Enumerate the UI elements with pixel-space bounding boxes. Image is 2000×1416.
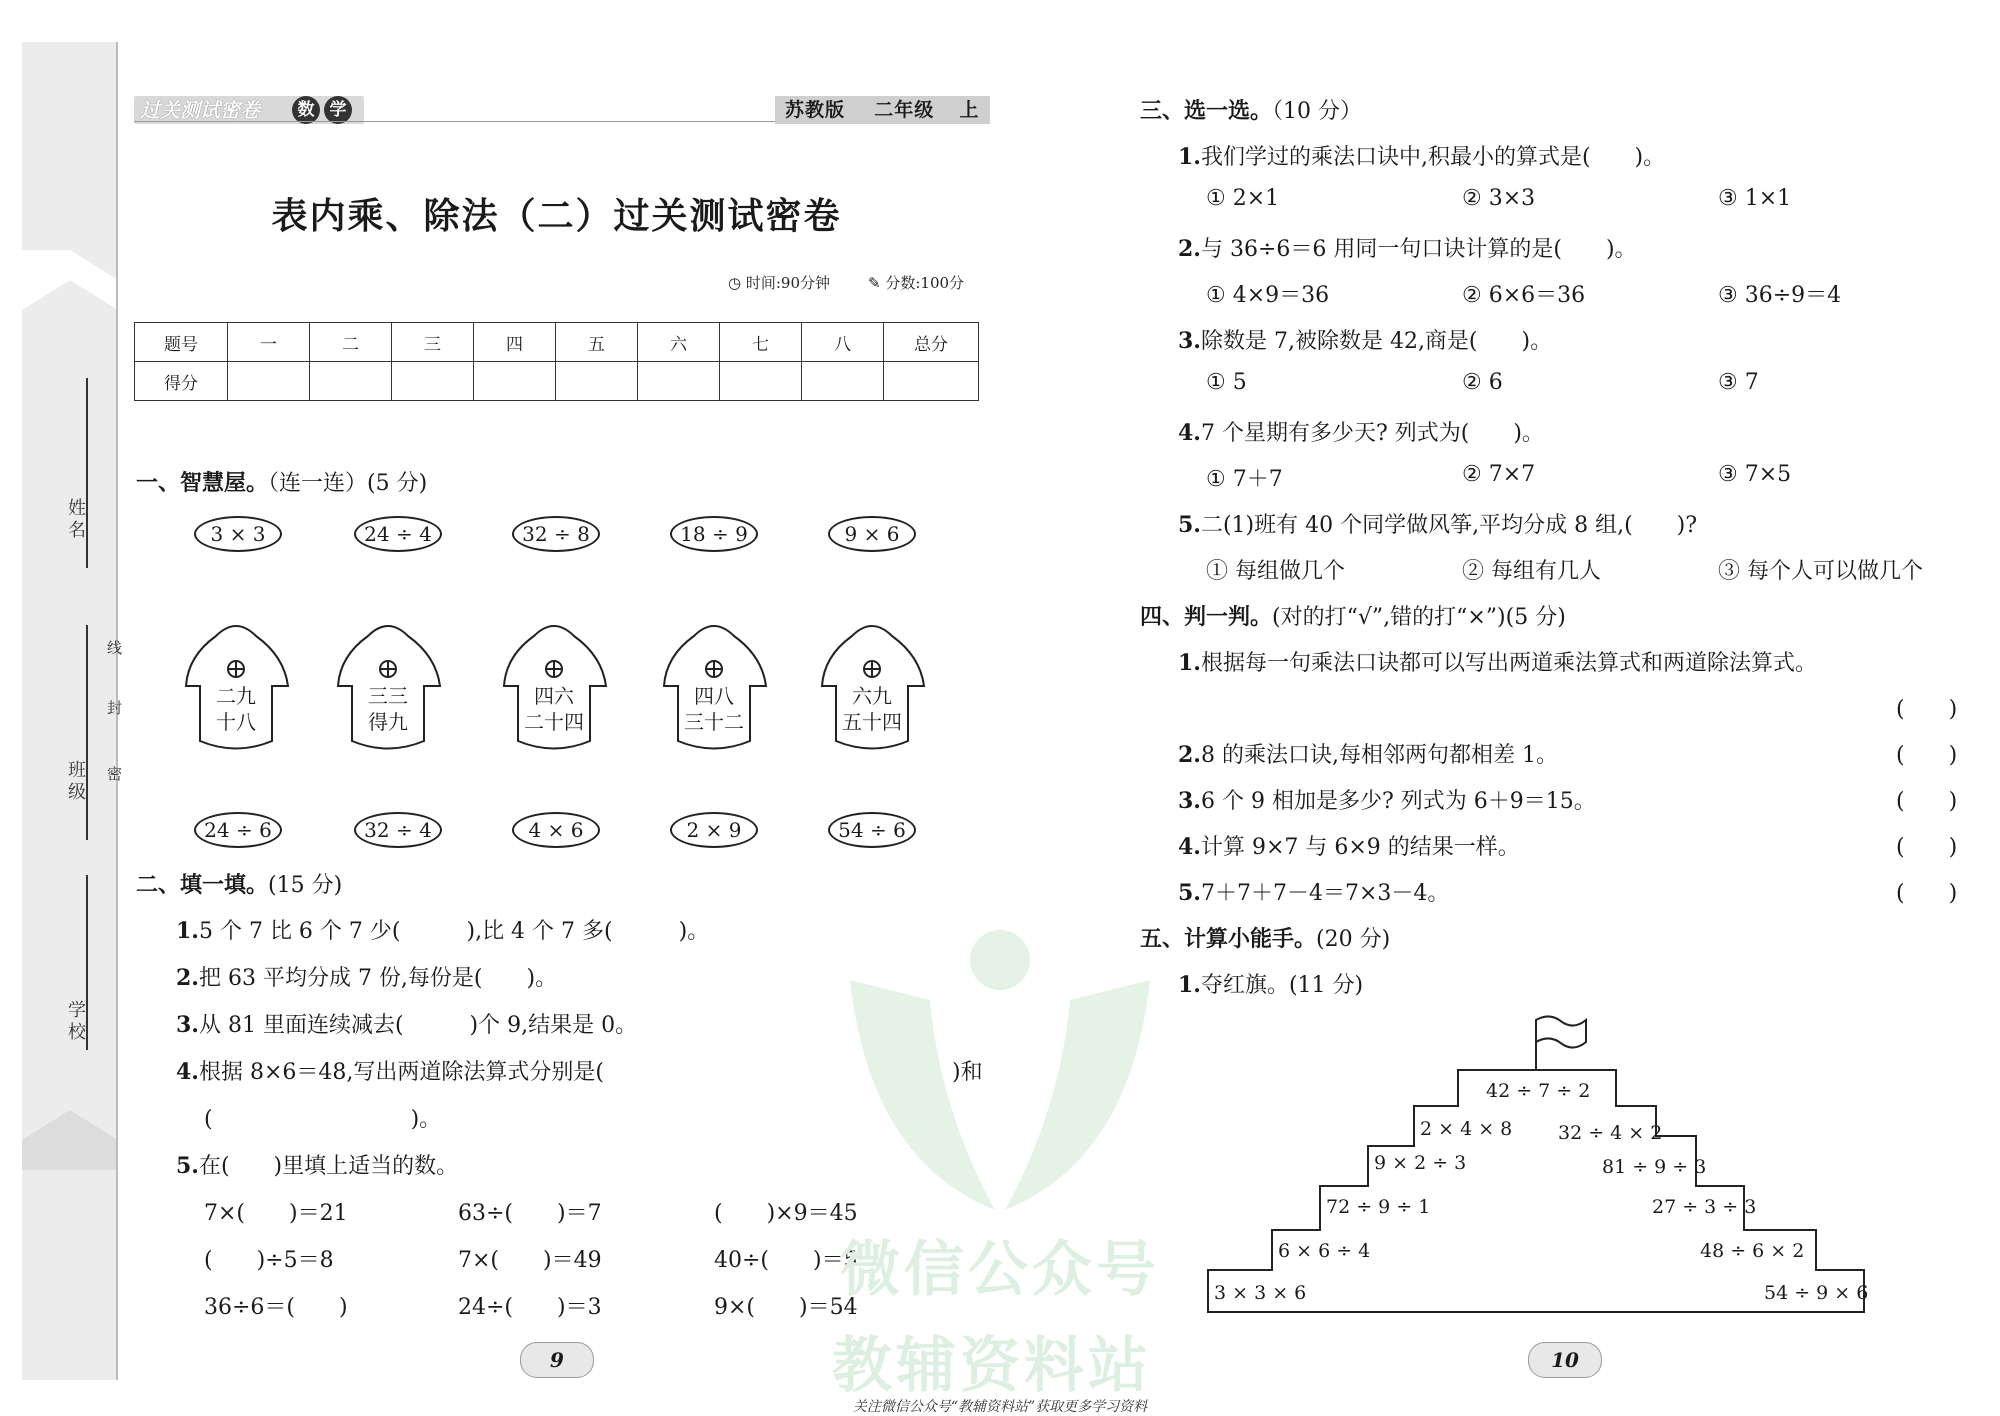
clock-icon: ◷ — [728, 274, 746, 292]
question-text: 7＋7＋7－4＝7×3－4。 — [1200, 881, 1450, 906]
calc-question-1 — [1178, 968, 1363, 999]
fill-blank-item[interactable]: ( )×9＝45 — [714, 1201, 858, 1226]
top-expression-oval[interactable]: 18 ÷ 9 — [670, 516, 758, 552]
fill-blank-item[interactable]: 7×( )＝21 — [204, 1201, 348, 1226]
score-cell[interactable] — [802, 362, 884, 401]
choice-question-4 — [1178, 416, 1544, 447]
staircase-diagram — [1200, 1010, 1880, 1320]
question-text: 6 个 9 相加是多少? 列式为 6＋9＝15。 — [1200, 789, 1596, 814]
question-number: 4. — [176, 1059, 199, 1085]
grade-text: 二年级 — [874, 99, 935, 121]
question-number: 3. — [1178, 328, 1201, 354]
choice-question-2 — [1178, 232, 1637, 263]
question-text: 8 的乘法口诀,每相邻两句都相差 1。 — [1200, 743, 1558, 768]
fill-blank-item[interactable]: 24÷( )＝3 — [458, 1295, 602, 1320]
stair-expression-top[interactable]: 42 ÷ 7 ÷ 2 — [1486, 1080, 1591, 1102]
rhyme-house[interactable] — [494, 616, 614, 766]
judge-question-5 — [1178, 876, 1449, 907]
question-text: 在( )里填上适当的数。 — [198, 1154, 459, 1179]
choice-option[interactable]: ② 6×6＝36 — [1462, 283, 1586, 308]
question-number: 1. — [1178, 144, 1201, 170]
choice-question-5 — [1178, 508, 1697, 539]
page-title: 表内乘、除法（二）过关测试密卷 — [271, 195, 842, 237]
house-line-2: 二十四 — [524, 710, 584, 734]
stair-expression-right[interactable]: 32 ÷ 4 × 2 — [1558, 1122, 1663, 1144]
house-line-1: 六九 — [852, 684, 892, 708]
fill-blank-item[interactable]: 36÷6＝( ) — [204, 1295, 348, 1320]
bottom-expression-oval[interactable]: 4 × 6 — [512, 812, 600, 848]
judge-question-3 — [1178, 784, 1596, 815]
class-line — [86, 625, 88, 840]
section-4-heading — [1140, 600, 1566, 631]
house-line-1: 三三 — [368, 684, 408, 708]
score-cell[interactable] — [884, 362, 979, 401]
page-number-left: 9 — [520, 1342, 594, 1378]
question-text: 从 81 里面连续减去( )个 9,结果是 0。 — [198, 1013, 638, 1038]
score-table-score-row — [135, 362, 979, 401]
page-number-right: 10 — [1528, 1342, 1602, 1378]
choice-option[interactable]: ③ 每个人可以做几个 — [1718, 559, 1923, 584]
stair-expression-left[interactable]: 3 × 3 × 6 — [1214, 1282, 1307, 1304]
question-text: 计算 9×7 与 6×9 的结果一样。 — [1200, 835, 1520, 860]
school-label: 学校 — [65, 1000, 86, 1044]
house-line-2: 三十二 — [684, 710, 744, 734]
fill-question-3 — [176, 1008, 637, 1039]
fill-blank-item[interactable]: ( )÷5＝8 — [204, 1248, 334, 1273]
name-label: 姓名 — [65, 498, 86, 542]
choice-option[interactable]: ③ 36÷9＝4 — [1718, 283, 1842, 308]
question-text: 根据 8×6＝48,写出两道除法算式分别是( — [198, 1060, 604, 1085]
top-expression-oval[interactable]: 24 ÷ 4 — [354, 516, 442, 552]
section-1-title: 一、智慧屋。 — [136, 470, 269, 496]
question-text: 根据每一句乘法口诀都可以写出两道乘法算式和两道除法算式。 — [1200, 651, 1817, 676]
house-line-2: 五十四 — [842, 710, 902, 734]
score-table — [134, 322, 979, 401]
stair-expression-right[interactable]: 54 ÷ 9 × 6 — [1764, 1282, 1869, 1304]
question-number: 5. — [176, 1153, 199, 1179]
score-table-header-row — [135, 323, 979, 362]
fill-question-4 — [176, 1055, 604, 1086]
fill-blank-item[interactable]: 40÷( )＝5 — [714, 1248, 858, 1273]
seal-word-3: 密 — [105, 766, 123, 785]
judge-question-1 — [1178, 646, 1817, 677]
score-table-cell: 八 — [802, 323, 884, 362]
score-cell[interactable] — [392, 362, 474, 401]
choice-option[interactable]: ② 3×3 — [1462, 186, 1536, 211]
score-row-label: 得分 — [135, 362, 228, 401]
section-1-points: （连一连）(5 分) — [268, 471, 428, 496]
top-expression-oval[interactable]: 3 × 3 — [194, 516, 282, 552]
edition-badge — [775, 96, 990, 124]
fill-question-2 — [176, 961, 557, 992]
rhyme-house[interactable] — [328, 616, 448, 766]
bottom-expression-oval[interactable]: 24 ÷ 6 — [194, 812, 282, 848]
section-3-title: 三、选一选。 — [1140, 98, 1273, 124]
class-label: 班级 — [65, 760, 86, 804]
score-table-cell: 一 — [228, 323, 310, 362]
choice-question-3 — [1178, 324, 1552, 355]
fill-question-4-line2: ( )。 — [204, 1107, 442, 1132]
section-4-points: (对的打“√”,错的打“×”)(5 分) — [1272, 605, 1566, 630]
watermark-line-2: 教辅资料站 — [832, 1331, 1152, 1401]
rhyme-house[interactable] — [176, 616, 296, 766]
judge-question-2 — [1178, 738, 1558, 769]
section-5-points: (20 分) — [1316, 927, 1391, 952]
score-cell[interactable] — [556, 362, 638, 401]
house-line-1: 四八 — [694, 684, 734, 708]
rhyme-house[interactable] — [812, 616, 932, 766]
seal-word-2: 封 — [105, 700, 123, 719]
bottom-expression-oval[interactable]: 54 ÷ 6 — [828, 812, 916, 848]
question-number: 5. — [1178, 880, 1201, 906]
bookmark-notch-bottom — [22, 1110, 118, 1170]
edition-text: 苏教版 — [785, 99, 846, 121]
question-text: 5 个 7 比 6 个 7 少( ),比 4 个 7 多( )。 — [198, 919, 710, 944]
fill-question-1 — [176, 914, 709, 945]
question-number: 2. — [1178, 742, 1201, 768]
question-text: 除数是 7,被除数是 42,商是( )。 — [1200, 329, 1553, 354]
section-2-points: (15 分) — [268, 873, 343, 898]
score-cell[interactable] — [720, 362, 802, 401]
term-text: 上 — [959, 99, 980, 121]
section-2-heading — [136, 868, 342, 899]
choice-question-1 — [1178, 140, 1665, 171]
choice-option[interactable]: ① 7＋7 — [1206, 467, 1283, 492]
judge-answer-blank[interactable]: ( ) — [1896, 743, 1958, 768]
score-table-cell: 二 — [310, 323, 392, 362]
section-3-points: （10 分） — [1272, 99, 1363, 124]
question-text: 7 个星期有多少天? 列式为( )。 — [1200, 421, 1544, 446]
question-number: 4. — [1178, 420, 1201, 446]
question-number: 4. — [1178, 834, 1201, 860]
section-2-title: 二、填一填。 — [136, 872, 269, 898]
bottom-expression-oval[interactable]: 2 × 9 — [670, 812, 758, 848]
section-4-title: 四、判一判。 — [1140, 604, 1273, 630]
house-line-1: 四六 — [534, 684, 574, 708]
score-table-cell: 四 — [474, 323, 556, 362]
question-number: 3. — [1178, 788, 1201, 814]
seal-word-1: 线 — [105, 640, 123, 659]
question-number: 2. — [1178, 236, 1201, 262]
subject-char-1: 数 — [292, 96, 320, 124]
question-number: 3. — [176, 1012, 199, 1038]
house-line-2: 得九 — [368, 710, 408, 734]
question-text: 夺红旗。(11 分) — [1200, 973, 1364, 998]
section-1-heading — [136, 466, 427, 497]
section-5-heading — [1140, 922, 1390, 953]
bottom-expression-oval[interactable]: 32 ÷ 4 — [354, 812, 442, 848]
judge-answer-blank[interactable]: ( ) — [1896, 835, 1958, 860]
choice-option[interactable]: ① 每组做几个 — [1206, 559, 1345, 584]
stair-expression-left[interactable]: 72 ÷ 9 ÷ 1 — [1326, 1196, 1431, 1218]
time-text: 时间:90分钟 — [745, 274, 831, 292]
stair-expression-left[interactable]: 6 × 6 ÷ 4 — [1278, 1240, 1371, 1262]
fill-blank-item[interactable]: 7×( )＝49 — [458, 1248, 602, 1273]
watermark-logo — [830, 920, 1170, 1220]
watermark-line-1: 微信公众号 — [840, 1235, 1160, 1305]
score-table-cell: 五 — [556, 323, 638, 362]
score-table-cell: 七 — [720, 323, 802, 362]
judge-answer-blank[interactable]: ( ) — [1896, 881, 1958, 906]
score-table-cell: 总分 — [884, 323, 979, 362]
choice-option[interactable]: ② 7×7 — [1462, 462, 1536, 487]
fill-blank-item[interactable]: 9×( )＝54 — [714, 1295, 858, 1320]
section-5-title: 五、计算小能手。 — [1140, 926, 1317, 952]
top-expression-oval[interactable]: 32 ÷ 8 — [512, 516, 600, 552]
score-table-cell: 六 — [638, 323, 720, 362]
question-number: 1. — [1178, 650, 1201, 676]
fill-blank-item[interactable]: 63÷( )＝7 — [458, 1201, 602, 1226]
stair-expression-right[interactable]: 27 ÷ 3 ÷ 3 — [1652, 1196, 1757, 1218]
question-number: 1. — [176, 918, 199, 944]
score-total-text: 分数:100分 — [885, 274, 965, 292]
house-line-1: 二九 — [216, 684, 256, 708]
judge-question-4 — [1178, 830, 1520, 861]
choice-option[interactable]: ③ 7×5 — [1718, 462, 1792, 487]
score-info — [868, 272, 964, 293]
score-cell[interactable] — [310, 362, 392, 401]
choice-option[interactable]: ③ 1×1 — [1718, 186, 1792, 211]
choice-option[interactable]: ② 每组有几人 — [1462, 559, 1601, 584]
choice-option[interactable]: ② 6 — [1462, 370, 1503, 395]
top-expression-oval[interactable]: 9 × 6 — [828, 516, 916, 552]
time-info — [728, 272, 830, 293]
stair-expression-right[interactable]: 48 ÷ 6 × 2 — [1700, 1240, 1805, 1262]
choice-option[interactable]: ③ 7 — [1718, 370, 1759, 395]
choice-option[interactable]: ① 4×9＝36 — [1206, 283, 1330, 308]
question-text: 我们学过的乘法口诀中,积最小的算式是( )。 — [1200, 145, 1666, 170]
score-cell[interactable] — [228, 362, 310, 401]
footer-note: 关注微信公众号“教辅资料站”获取更多学习资料 — [852, 1399, 1148, 1415]
section-3-heading — [1140, 94, 1362, 125]
choice-option[interactable]: ① 5 — [1206, 370, 1247, 395]
score-cell[interactable] — [474, 362, 556, 401]
question-number: 2. — [176, 965, 199, 991]
question-text: 与 36÷6＝6 用同一句口诀计算的是( )。 — [1200, 237, 1637, 262]
stair-expression-left[interactable]: 2 × 4 × 8 — [1420, 1118, 1513, 1140]
series-text: 过关测试密卷 — [140, 98, 260, 122]
question-text: 把 63 平均分成 7 份,每份是( )。 — [198, 966, 558, 991]
score-table-cell: 三 — [392, 323, 474, 362]
fill-question-5 — [176, 1149, 458, 1180]
subject-char-2: 学 — [324, 96, 352, 124]
score-table-cell: 题号 — [135, 323, 228, 362]
choice-option[interactable]: ① 2×1 — [1206, 186, 1280, 211]
question-text: 二(1)班有 40 个同学做风筝,平均分成 8 组,( )? — [1200, 513, 1698, 538]
judge-answer-blank[interactable]: ( ) — [1896, 789, 1958, 814]
rhyme-house[interactable] — [654, 616, 774, 766]
question-number: 1. — [1178, 972, 1201, 998]
score-cell[interactable] — [638, 362, 720, 401]
stair-expression-left[interactable]: 9 × 2 ÷ 3 — [1374, 1152, 1467, 1174]
house-line-2: 十八 — [216, 710, 256, 734]
stair-expression-right[interactable]: 81 ÷ 9 ÷ 3 — [1602, 1156, 1707, 1178]
pen-icon: ✎ — [868, 274, 886, 292]
bookmark-notch-top — [22, 250, 118, 310]
fill-question-4-tail: )和 — [952, 1060, 983, 1085]
judge-answer-blank[interactable]: ( ) — [1896, 697, 1958, 722]
question-number: 5. — [1178, 512, 1201, 538]
